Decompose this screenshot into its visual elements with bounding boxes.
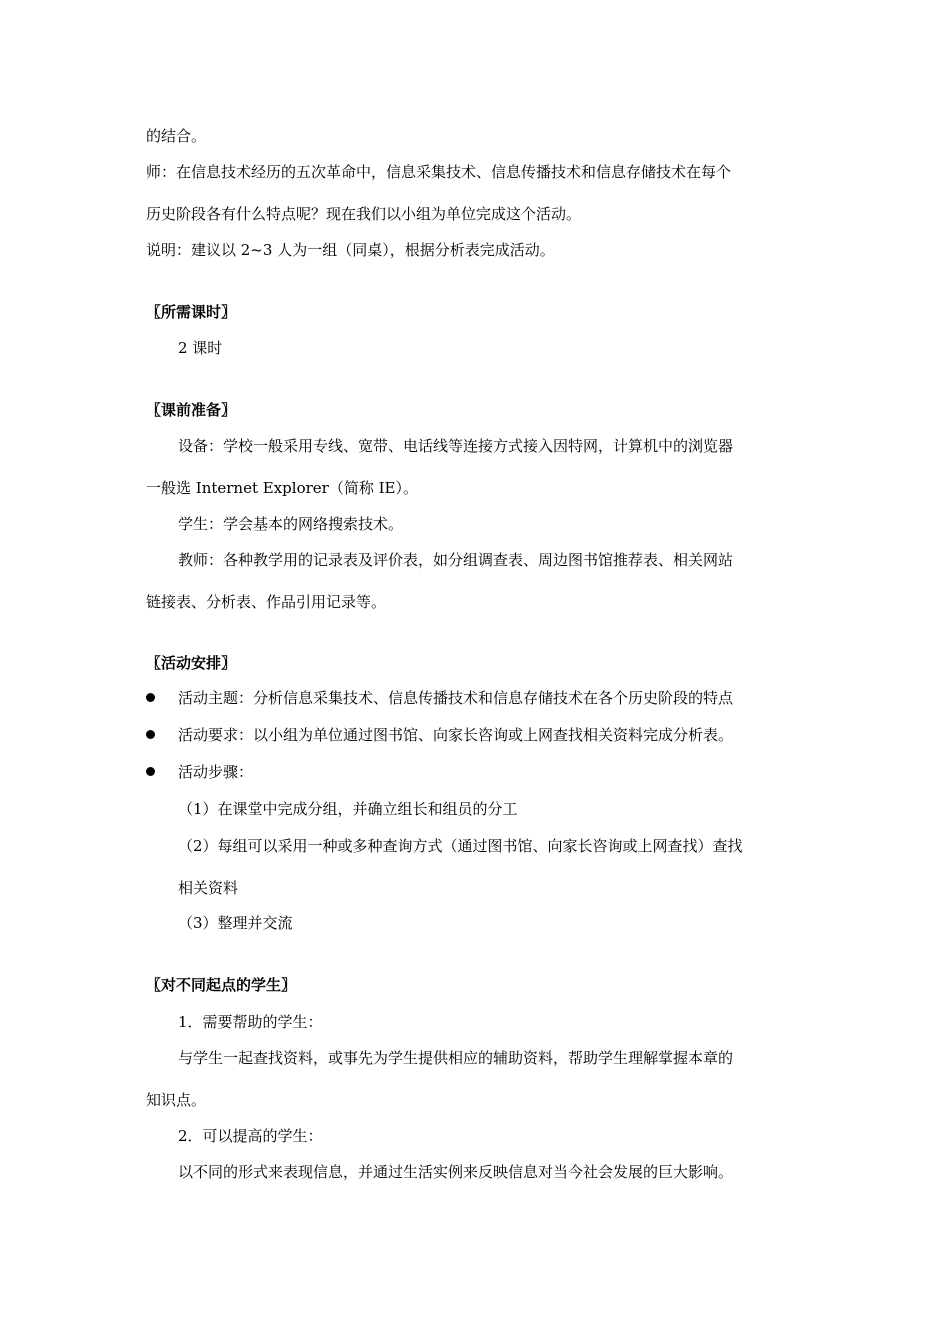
intro-line-1: 的结合。	[146, 127, 207, 145]
need-help-title: 1．需要帮助的学生：	[178, 1013, 323, 1031]
activity-theme: 活动主题：分析信息采集技术、信息传播技术和信息存储技术在各个历史阶段的特点	[178, 689, 734, 707]
prep-equipment-line-2: 一般选 Internet Explorer（简称 IE）。	[146, 479, 418, 497]
need-help-line-1: 与学生一起查找资料，或事先为学生提供相应的辅助资料，帮助学生理解掌握本章的	[178, 1049, 734, 1067]
intro-line-3: 历史阶段各有什么特点呢？现在我们以小组为单位完成这个活动。	[146, 205, 582, 223]
prep-teacher-line-1: 教师：各种教学用的记录表及评价表，如分组调查表、周边图书馆推荐表、相关网站	[178, 551, 734, 569]
activity-step-2-cont: 相关资料	[178, 879, 239, 897]
hours-value: 2 课时	[178, 339, 223, 357]
advanced-line-1: 以不同的形式来表现信息，并通过生活实例来反映信息对当今社会发展的巨大影响。	[178, 1163, 734, 1181]
prep-heading: 〖课前准备〗	[146, 401, 237, 419]
need-help-line-2: 知识点。	[146, 1091, 207, 1109]
intro-line-2: 师：在信息技术经历的五次革命中，信息采集技术、信息传播技术和信息存储技术在每个	[146, 163, 732, 181]
students-heading: 〖对不同起点的学生〗	[146, 976, 297, 994]
hours-heading: 〖所需课时〗	[146, 303, 237, 321]
advanced-title: 2．可以提高的学生：	[178, 1127, 323, 1145]
bullet-icon	[146, 767, 155, 776]
activity-step-1: （1）在课堂中完成分组，并确立组长和组员的分工	[178, 800, 518, 818]
activity-step-3: （3）整理并交流	[178, 914, 293, 932]
bullet-icon	[146, 730, 155, 739]
prep-teacher-line-2: 链接表、分析表、作品引用记录等。	[146, 593, 387, 611]
prep-equipment-line-1: 设备：学校一般采用专线、宽带、电话线等连接方式接入因特网，计算机中的浏览器	[178, 437, 734, 455]
intro-note: 说明：建议以 2~3 人为一组（同桌），根据分析表完成活动。	[146, 241, 555, 259]
activity-step-2: （2）每组可以采用一种或多种查询方式（通过图书馆、向家长咨询或上网查找）查找	[178, 837, 743, 855]
bullet-icon	[146, 693, 155, 702]
prep-student: 学生：学会基本的网络搜索技术。	[178, 515, 404, 533]
activity-steps-label: 活动步骤：	[178, 763, 254, 781]
activity-requirement: 活动要求：以小组为单位通过图书馆、向家长咨询或上网查找相关资料完成分析表。	[178, 726, 734, 744]
activity-heading: 〖活动安排〗	[146, 654, 237, 672]
